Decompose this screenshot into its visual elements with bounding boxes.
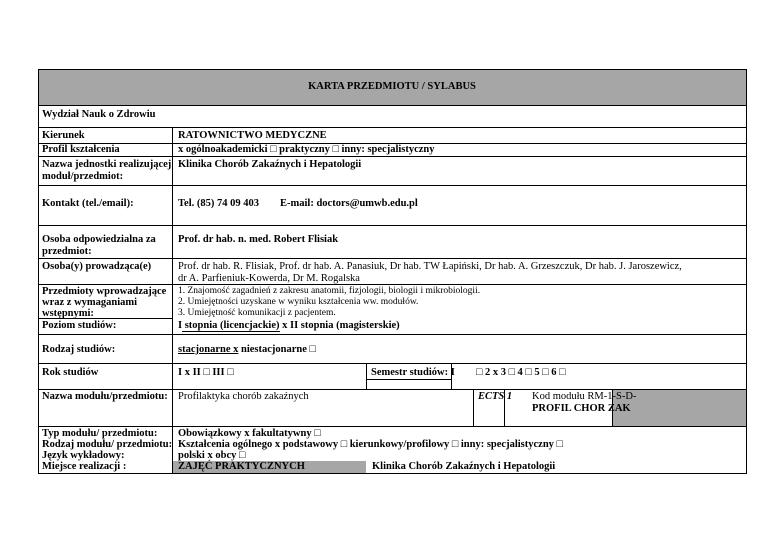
jezyk-value: polski x obcy □ xyxy=(178,450,246,461)
kierunek-value: RATOWNICTWO MEDYCZNE xyxy=(178,130,327,141)
wymagania-item: 3. Umiejętność komunikacji z pacjentem. xyxy=(178,308,336,318)
kontakt-email: E-mail: doctors@umwb.edu.pl xyxy=(280,198,418,209)
semestr-value: □ 2 x 3 □ 4 □ 5 □ 6 □ xyxy=(476,367,566,378)
osoby-prow-label: Osoba(y) prowadząca(e) xyxy=(42,261,152,272)
modul-value: Profilaktyka chorób zakaźnych xyxy=(178,391,309,402)
profil-value: x ogólnoakademicki □ praktyczny □ inny: specjalistyczny xyxy=(178,144,435,155)
wymagania-item: 2. Umiejętności uzyskane w wyniku kształcenia ww. modułów. xyxy=(178,297,419,307)
rodzaj-modulu-value: Kształcenia ogólnego x podstawowy □ kierunkowy/profilowy □ inny: specjalistyczny □ xyxy=(178,439,563,450)
wydzial-label: Wydział Nauk o Zdrowiu xyxy=(42,109,156,120)
wymagania-item: 1. Znajomość zagadnień z zakresu anatomii, fizjologii, biologii i mikrobiologii. xyxy=(178,286,481,296)
wymagania-label-2: wraz z wymaganiami xyxy=(42,297,138,308)
rodzaj-modulu-label: Rodzaj modułu/ przedmiotu: xyxy=(42,439,173,450)
kontakt-label: Kontakt (tel./email): xyxy=(42,198,134,209)
page-title: KARTA PRZEDMIOTU / SYLABUS xyxy=(308,81,476,92)
modul-label: Nazwa modułu/przedmiotu: xyxy=(42,391,168,402)
poziom-value: I stopnia (licencjackie) x II stopnia (magisterskie) xyxy=(178,320,400,331)
kod-modulu-1: Kod modułu RM-1-S-D- xyxy=(532,391,637,402)
osoby-prow-line1: Prof. dr hab. R. Flisiak, Prof. dr hab. A. Panasiuk, Dr hab. TW Łapiński, Dr hab. A. Grzeszczuk, Dr hab. J. Jaroszewicz, xyxy=(178,261,682,272)
typ-value: Obowiązkowy x fakultatywny □ xyxy=(178,428,321,439)
jezyk-label: Język wykładowy: xyxy=(42,450,125,461)
miejsce-value: ZAJĘĆ PRAKTYCZNYCH xyxy=(178,461,305,472)
kontakt-tel: Tel. (85) 74 09 403 xyxy=(178,198,259,209)
jednostka-label-1: Nazwa jednostki realizującej xyxy=(42,159,172,170)
rok-value: I x II □ III □ xyxy=(178,367,234,378)
kod-modulu-2: PROFIL CHOR ZAK xyxy=(532,403,631,414)
osoby-prow-line2: dr A. Parfieniuk-Kowerda, Dr M. Rogalska xyxy=(178,273,360,284)
rodzaj-studiow-label: Rodzaj studiów: xyxy=(42,344,116,355)
ects-value: ECTS 1 xyxy=(478,391,513,402)
wymagania-label-3: wstępnymi: xyxy=(42,308,94,319)
typ-label: Typ modułu/ przedmiotu: xyxy=(42,428,158,439)
rodzaj-studiow-value xyxy=(178,344,316,356)
osoba-odp-label-1: Osoba odpowiedzialna za xyxy=(42,234,156,245)
osoba-odp-value: Prof. dr hab. n. med. Robert Flisiak xyxy=(178,234,339,245)
semestr-label: Semestr studiów: I xyxy=(371,367,455,378)
kierunek-label: Kierunek xyxy=(42,130,85,141)
jednostka-label-2: moduł/przedmiot: xyxy=(42,171,124,182)
poziom-label: Poziom studiów: xyxy=(42,320,117,331)
jednostka-value: Klinika Chorób Zakaźnych i Hepatologii xyxy=(178,159,362,170)
poziom-underline xyxy=(182,331,280,332)
niestacjonarne-option: niestacjonarne □ xyxy=(238,344,316,355)
rok-label: Rok studiów xyxy=(42,367,99,378)
osoba-odp-label-2: przedmiot: xyxy=(42,246,92,257)
wymagania-label-1: Przedmioty wprowadzające xyxy=(42,286,167,297)
miejsce-label: Miejsce realizacji : xyxy=(42,461,127,472)
profil-label: Profil kształcenia xyxy=(42,144,120,155)
miejsce-value-2: Klinika Chorób Zakaźnych i Hepatologii xyxy=(372,461,556,472)
stacjonarne-option: stacjonarne x xyxy=(178,344,239,355)
